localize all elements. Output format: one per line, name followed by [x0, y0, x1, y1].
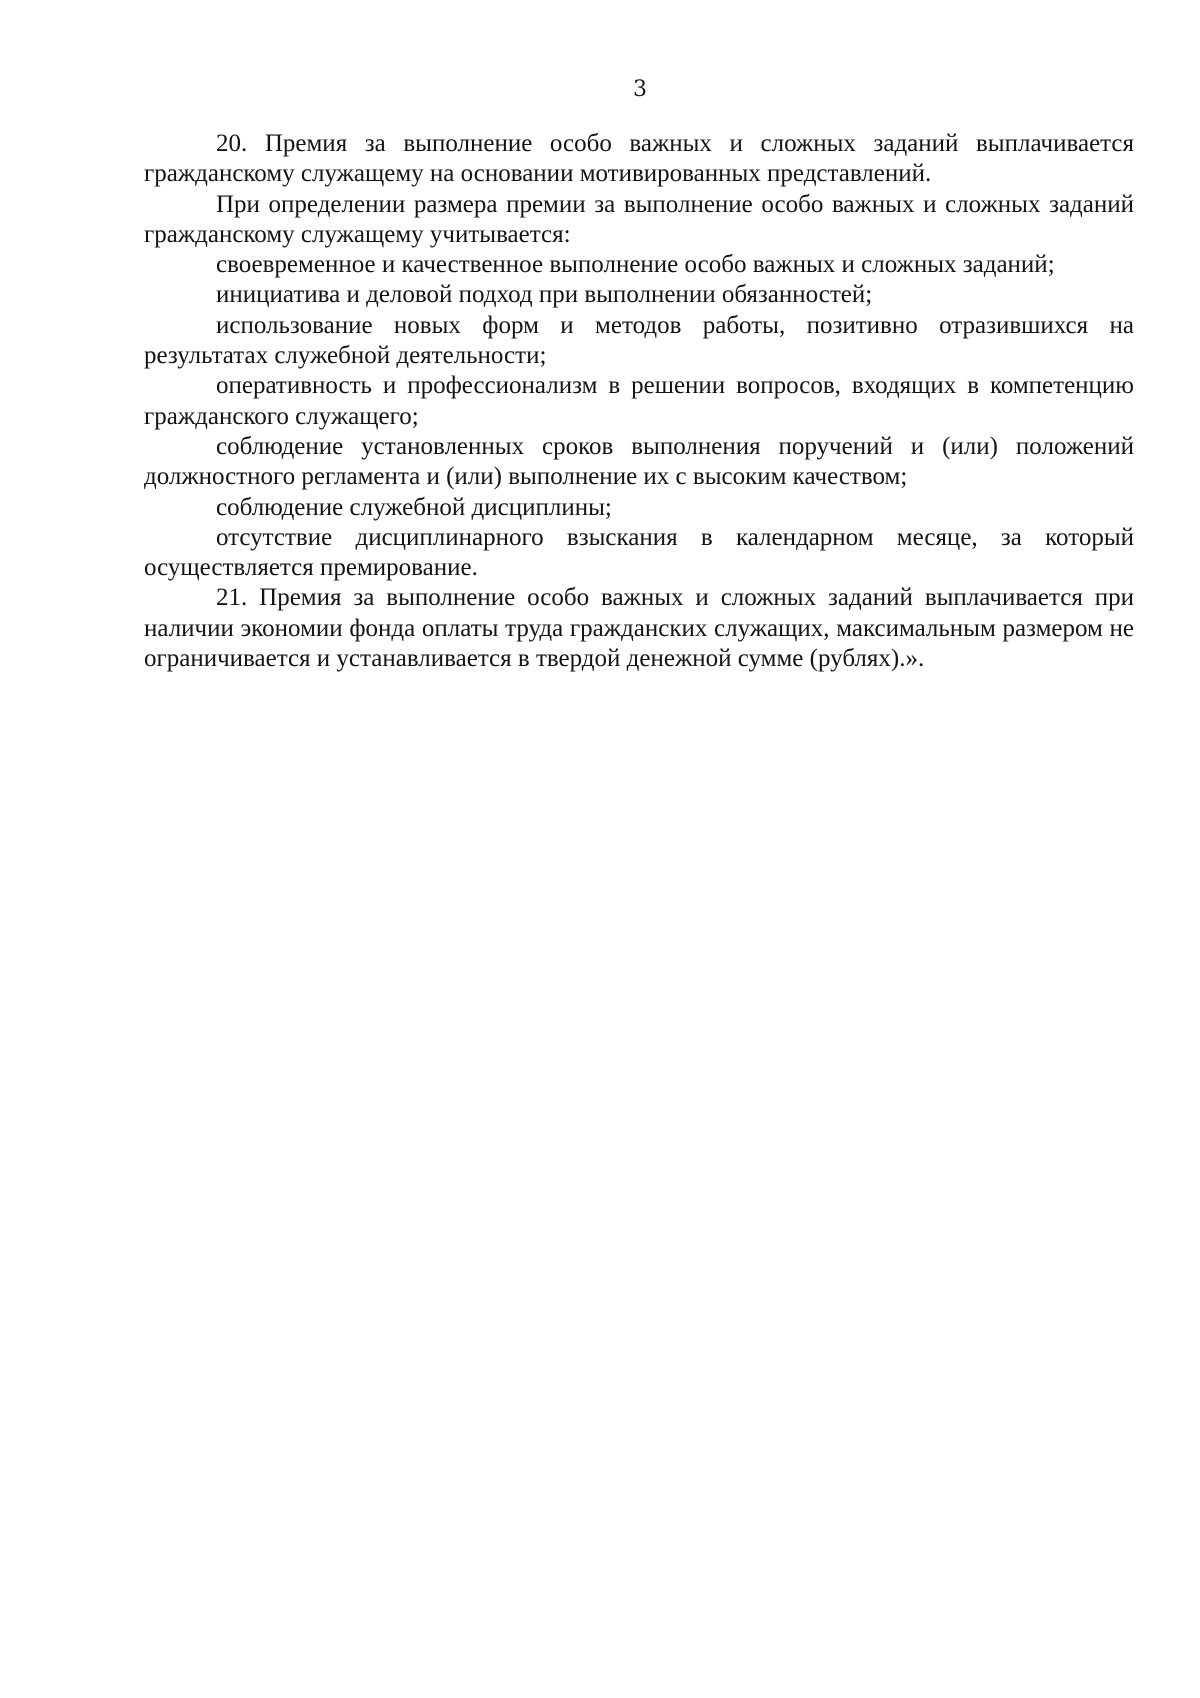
list-item-timely-execution: своевременное и качественное выполнение особо важных и сложных заданий;: [216, 251, 1055, 279]
list-item-no-penalty: отсутствие дисциплинарного взыскания в календарном месяце, за который осуществляется премирование.: [144, 523, 1134, 582]
page-number: 3: [633, 77, 647, 102]
paragraph-21: 21. Премия за выполнение особо важных и сложных заданий выплачивается при наличии экономии фонда оплаты труда гражданских служащих, максимальным размером не ограничивается и устанавливается в твердой денежной сумме (рублях).».: [144, 584, 1134, 673]
document-body: [144, 129, 1134, 674]
list-item-new-methods: использование новых форм и методов работы, позитивно отразившихся на результатах служебной деятельности;: [144, 311, 1134, 370]
list-item-discipline: соблюдение служебной дисциплины;: [216, 493, 612, 521]
paragraph-20: 20. Премия за выполнение особо важных и сложных заданий выплачивается гражданскому служащему на основании мотивированных представлений.: [144, 130, 1134, 188]
list-item-professionalism: оперативность и профессионализм в решении вопросов, входящих в компетенцию гражданского служащего;: [144, 372, 1134, 430]
paragraph-criteria-intro: При определении размера премии за выполнение особо важных и сложных заданий гражданскому служащему учитывается:: [144, 190, 1134, 248]
list-item-initiative: инициатива и деловой подход при выполнении обязанностей;: [216, 281, 873, 309]
list-item-deadlines: соблюдение установленных сроков выполнения поручений и (или) положений должностного регламента и (или) выполнение их с высоким качеством;: [144, 432, 1134, 491]
